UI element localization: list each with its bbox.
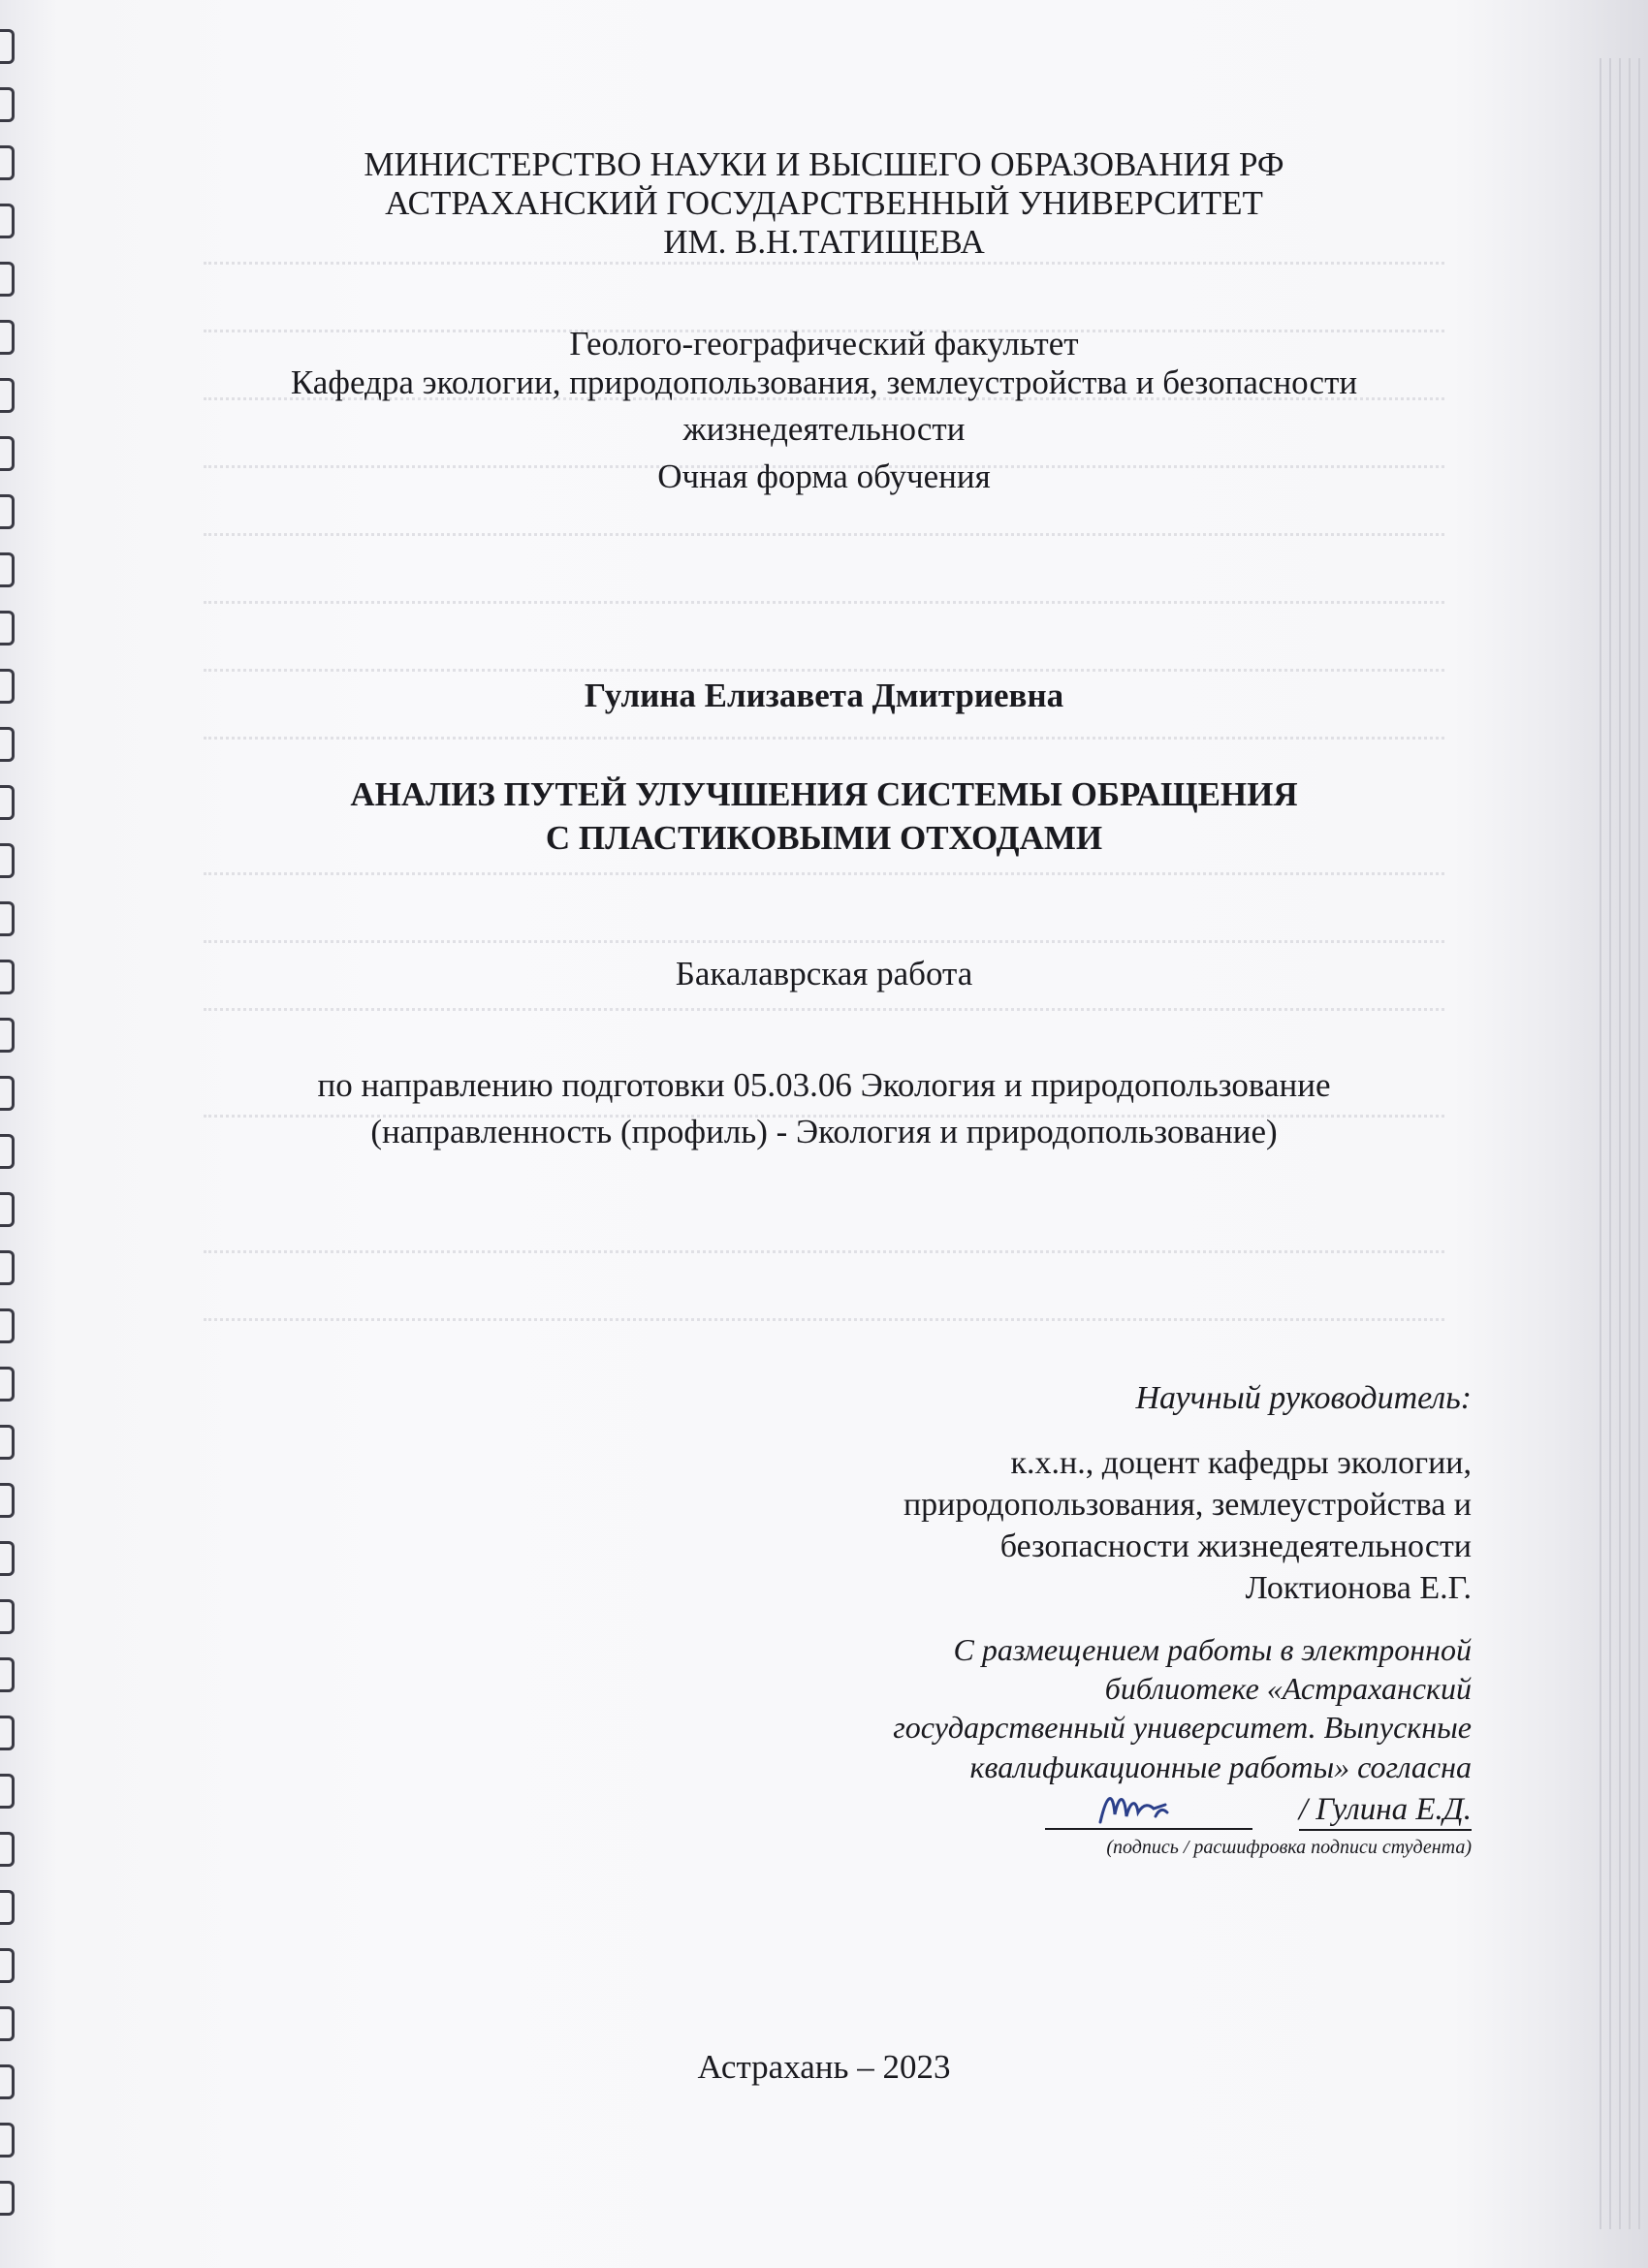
department-name-line2: жизнедеятельности <box>682 410 966 448</box>
signature-caption: (подпись / расшифровка подписи студента) <box>1106 1837 1472 1858</box>
supervisor-position-line1: к.х.н., доцент кафедры экологии, <box>1010 1445 1472 1481</box>
supervisor-position-line3: безопасности жизнедеятельности <box>999 1528 1472 1564</box>
author-name: Гулина Елизавета Дмитриевна <box>584 677 1064 714</box>
city-year: Астрахань – 2023 <box>697 2048 951 2086</box>
university-named-after: ИМ. В.Н.ТАТИЩЕВА <box>663 223 985 261</box>
supervisor-position-line2: природопользования, землеустройства и <box>903 1487 1472 1523</box>
consent-line1: С размещением работы в электронной <box>953 1632 1472 1667</box>
thesis-title-line2: С ПЛАСТИКОВЫМИ ОТХОДАМИ <box>545 819 1103 857</box>
faculty-name: Геолого-географический факультет <box>569 325 1079 362</box>
handwritten-signature <box>1095 1783 1212 1832</box>
direction-line1: по направлению подготовки 05.03.06 Экология и природопользование <box>317 1066 1331 1104</box>
supervisor-label: Научный руководитель: <box>1135 1380 1472 1416</box>
thesis-title-line1: АНАЛИЗ ПУТЕЙ УЛУЧШЕНИЯ СИСТЕМЫ ОБРАЩЕНИЯ <box>350 775 1298 813</box>
study-form: Очная форма обучения <box>657 457 991 495</box>
direction-line2: (направленность (профиль) - Экология и природопользование) <box>370 1113 1278 1150</box>
work-type: Бакалаврская работа <box>675 955 973 992</box>
department-name-line1: Кафедра экологии, природопользования, землеустройства и безопасности <box>290 363 1358 401</box>
consent-line3: государственный университет. Выпускные <box>893 1710 1472 1745</box>
ministry-heading: МИНИСТЕРСТВО НАУКИ И ВЫСШЕГО ОБРАЗОВАНИЯ РФ <box>364 145 1284 183</box>
supervisor-name: Локтионова Е.Г. <box>1245 1570 1472 1606</box>
university-heading: АСТРАХАНСКИЙ ГОСУДАРСТВЕННЫЙ УНИВЕРСИТЕТ <box>385 184 1263 222</box>
consent-line4: квалификационные работы» согласна <box>969 1749 1472 1784</box>
consent-line2: библиотеке «Астраханский <box>1104 1671 1472 1706</box>
signer-name: / Гулина Е.Д. <box>1299 1790 1472 1831</box>
